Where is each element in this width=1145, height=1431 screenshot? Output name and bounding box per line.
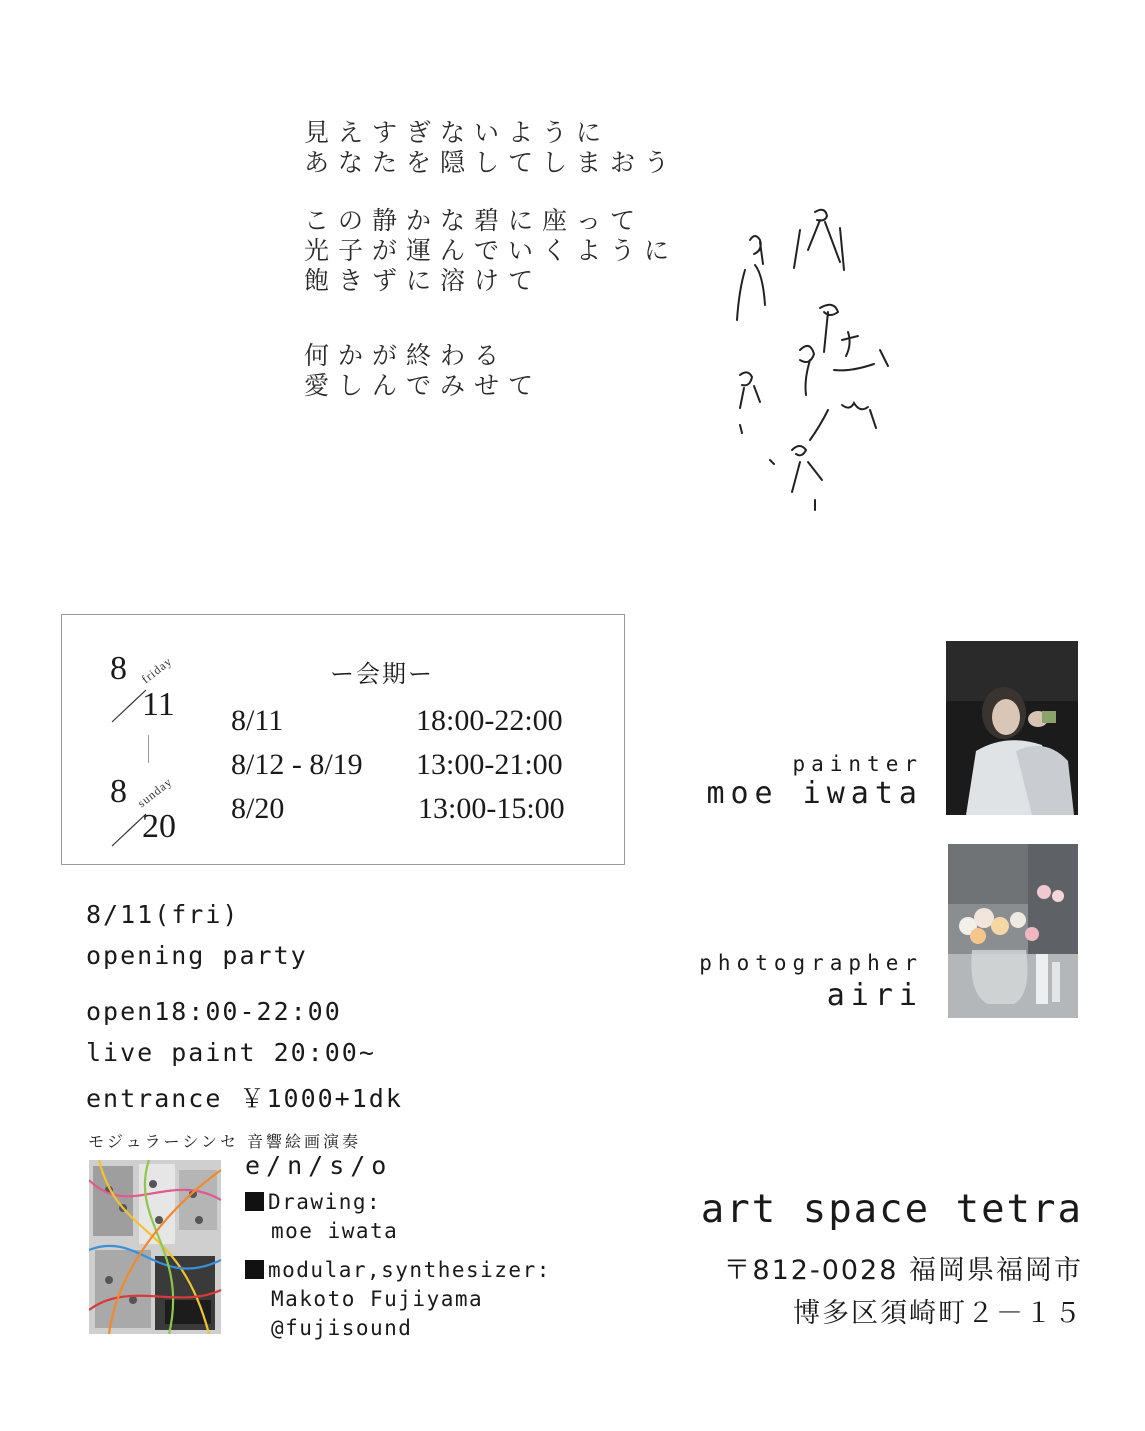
drawing-credit bbox=[245, 1188, 398, 1246]
period-title: ー会期ー bbox=[330, 660, 434, 688]
poem-line: 何かが終わる bbox=[304, 341, 509, 370]
entrance-fee: entrance ￥1000+1dk bbox=[86, 1084, 403, 1113]
modular-credit bbox=[245, 1256, 551, 1343]
poem-stanza-2 bbox=[304, 206, 678, 296]
square-bullet-icon bbox=[245, 1260, 264, 1279]
poem-line: 光子が運んでいくように bbox=[304, 236, 679, 265]
drawing-label: Drawing: bbox=[268, 1190, 382, 1214]
poem-line: この静かな碧に座って bbox=[304, 206, 645, 235]
schedule-date: 8/20 bbox=[231, 792, 285, 825]
performance-name: e/n/s/o bbox=[245, 1151, 393, 1180]
opening-date: 8/11(fri) bbox=[86, 900, 240, 929]
modular-synth-photo bbox=[89, 1160, 221, 1334]
poem-stanza-1 bbox=[304, 118, 678, 178]
start-day-of-week: friday bbox=[138, 653, 175, 687]
end-month: 8 bbox=[110, 773, 127, 810]
poem-line: 愛しんでみせて bbox=[304, 371, 543, 400]
schedule-time: 18:00-22:00 bbox=[416, 704, 563, 737]
schedule-time: 13:00-15:00 bbox=[418, 792, 565, 825]
calligraphy-drawing bbox=[730, 200, 900, 520]
schedule-time: 13:00-21:00 bbox=[416, 748, 563, 781]
venue-address-line2: 博多区須崎町２－１５ bbox=[793, 1298, 1083, 1329]
drawing-name: moe iwata bbox=[271, 1219, 399, 1243]
venue-name: art space tetra bbox=[700, 1187, 1083, 1232]
venue-address-line1: 〒812-0028 福岡県福岡市 bbox=[723, 1255, 1083, 1286]
poem-stanza-3 bbox=[304, 341, 678, 401]
poem-line: 飽きずに溶けて bbox=[304, 266, 543, 295]
end-day: 20 bbox=[142, 808, 176, 845]
end-day-of-week: sunday bbox=[134, 774, 175, 811]
live-paint-time: live paint 20:00~ bbox=[86, 1038, 376, 1067]
opening-hours: open18:00-22:00 bbox=[86, 997, 342, 1026]
performance-subtitle: モジュラーシンセ 音響絵画演奏 bbox=[88, 1132, 362, 1151]
modular-name: Makoto Fujiyama bbox=[271, 1287, 484, 1311]
poem bbox=[304, 118, 678, 429]
artist-role: painter bbox=[792, 752, 923, 776]
artist-role: photographer bbox=[699, 951, 923, 975]
schedule-date: 8/11 bbox=[231, 704, 284, 737]
modular-handle: @fujisound bbox=[271, 1316, 413, 1340]
artist-name: airi bbox=[826, 978, 923, 1013]
schedule-date: 8/12 - 8/19 bbox=[231, 748, 363, 781]
poem-line: あなたを隠してしまおう bbox=[304, 148, 679, 177]
start-day: 11 bbox=[142, 686, 175, 723]
date-range-divider bbox=[148, 735, 149, 763]
artist-name: moe iwata bbox=[706, 776, 923, 811]
opening-title: opening party bbox=[86, 941, 308, 970]
photographer-photo bbox=[948, 844, 1078, 1018]
square-bullet-icon bbox=[245, 1192, 264, 1211]
modular-label: modular,synthesizer: bbox=[268, 1258, 551, 1282]
painter-photo bbox=[946, 641, 1078, 815]
poem-line: 見えすぎないように bbox=[304, 118, 611, 147]
start-month: 8 bbox=[110, 650, 127, 687]
